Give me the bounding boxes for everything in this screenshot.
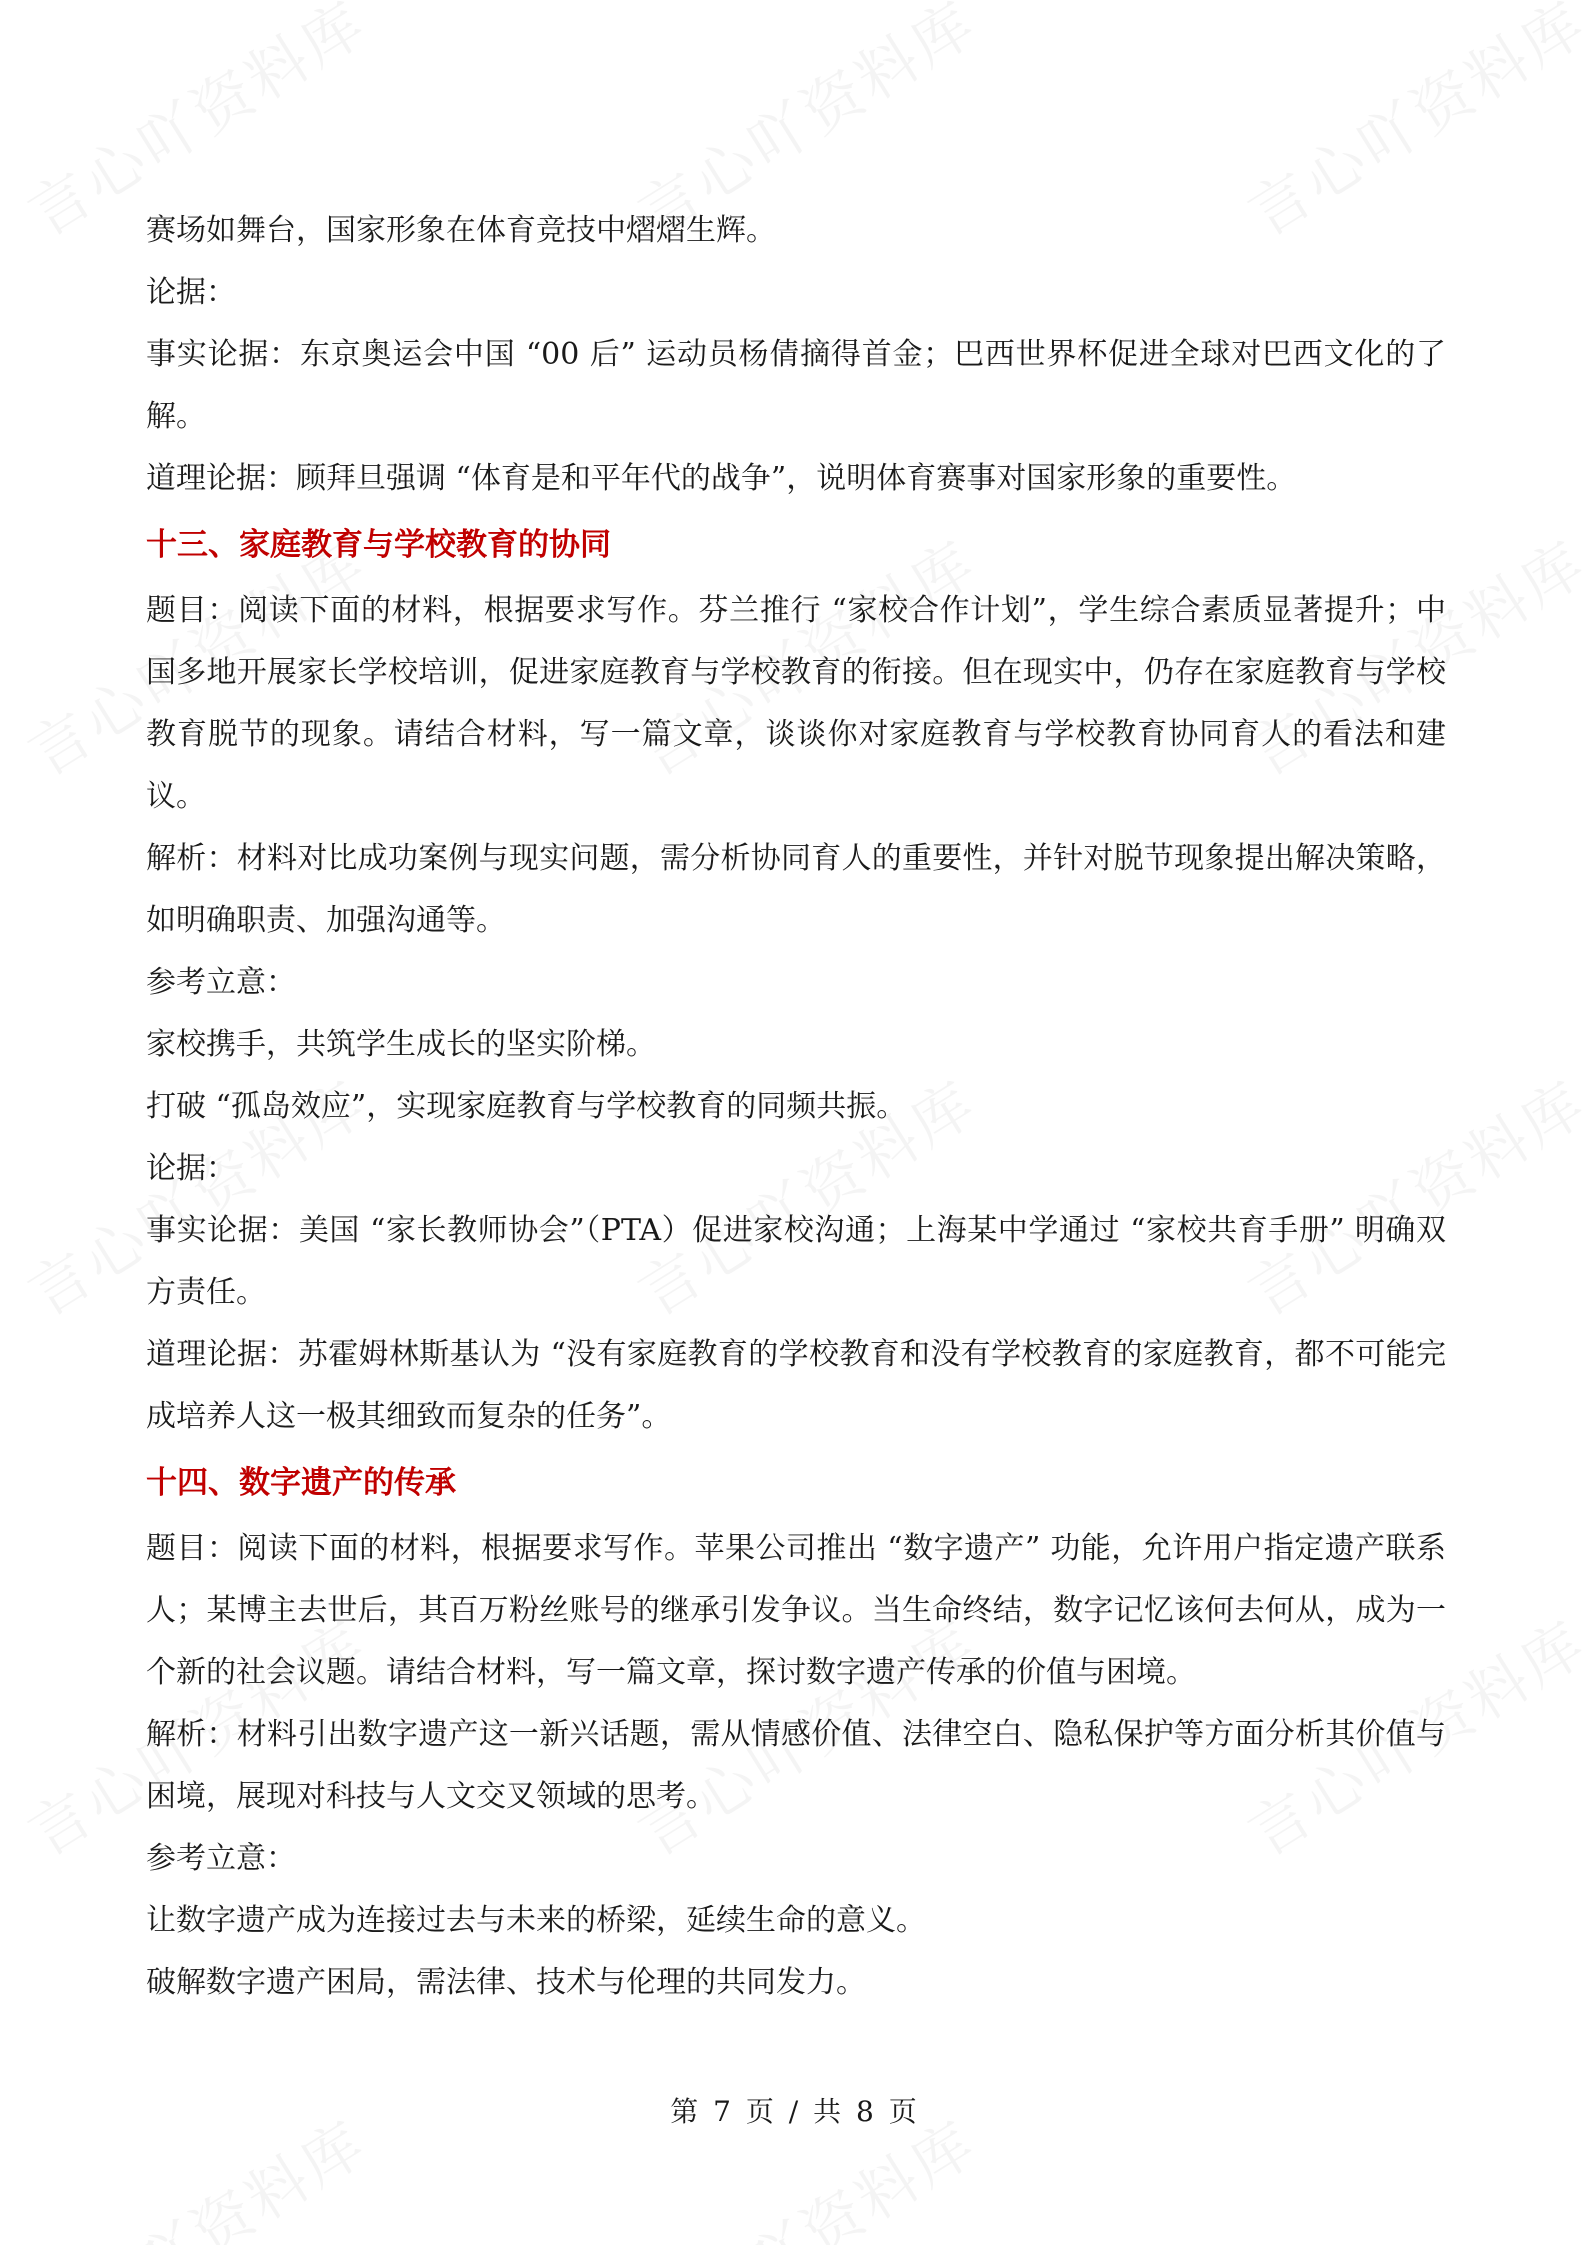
paragraph: 让数字遗产成为连接过去与未来的桥梁，延续生命的意义。: [146, 1903, 926, 1938]
page-footer: 第 7 页 / 共 8 页: [670, 2095, 917, 2128]
paragraph: 赛场如舞台，国家形象在体育竞技中熠熠生辉。: [146, 213, 776, 248]
paragraph: 参考立意：: [146, 965, 296, 1000]
paragraph: 解析：材料对比成功案例与现实问题，需分析协同育人的重要性，并针对脱节现象提出解决策略，如明确职责、加强沟通等。: [146, 841, 1446, 938]
paragraph: 道理论据：顾拜旦强调 “体育是和平年代的战争”，说明体育赛事对国家形象的重要性。: [146, 461, 1297, 496]
paragraph: 事实论据：东京奥运会中国 “00 后” 运动员杨倩摘得首金；巴西世界杯促进全球对巴西文化的了解。: [146, 337, 1446, 434]
paragraph: 解析：材料引出数字遗产这一新兴话题，需从情感价值、法律空白、隐私保护等方面分析其价值与困境，展现对科技与人文交叉领域的思考。: [146, 1717, 1446, 1814]
paragraph: 参考立意：: [146, 1841, 296, 1876]
paragraph: 题目：阅读下面的材料，根据要求写作。苹果公司推出 “数字遗产” 功能，允许用户指定遗产联系人；某博主去世后，其百万粉丝账号的继承引发争议。当生命终结，数字记忆该何去何从，成为一个新的社会议题。请结合材料，写一篇文章，探讨数字遗产传承的价值与困境。: [146, 1531, 1446, 1690]
paragraph: 论据：: [146, 1151, 236, 1186]
paragraph: 事实论据：美国 “家长教师协会”（PTA）促进家校沟通；上海某中学通过 “家校共育手册” 明确双方责任。: [146, 1213, 1446, 1310]
section-heading-13: 十三、家庭教育与学校教育的协同: [146, 527, 611, 563]
paragraph: 破解数字遗产困局，需法律、技术与伦理的共同发力。: [146, 1965, 866, 2000]
paragraph: 论据：: [146, 275, 236, 310]
section-heading-14: 十四、数字遗产的传承: [146, 1465, 456, 1501]
paragraph: 家校携手，共筑学生成长的坚实阶梯。: [146, 1027, 656, 1062]
document-body: [146, 200, 1446, 2014]
paragraph: 题目：阅读下面的材料，根据要求写作。芬兰推行 “家校合作计划”，学生综合素质显著提升；中国多地开展家长学校培训，促进家庭教育与学校教育的衔接。但在现实中，仍存在家庭教育与学校教育脱节的现象。请结合材料，写一篇文章，谈谈你对家庭教育与学校教育协同育人的看法和建议。: [146, 593, 1446, 814]
paragraph: 道理论据：苏霍姆林斯基认为 “没有家庭教育的学校教育和没有学校教育的家庭教育，都不可能完成培养人这一极其细致而复杂的任务”。: [146, 1337, 1446, 1434]
paragraph: 打破 “孤岛效应”，实现家庭教育与学校教育的同频共振。: [146, 1089, 907, 1124]
